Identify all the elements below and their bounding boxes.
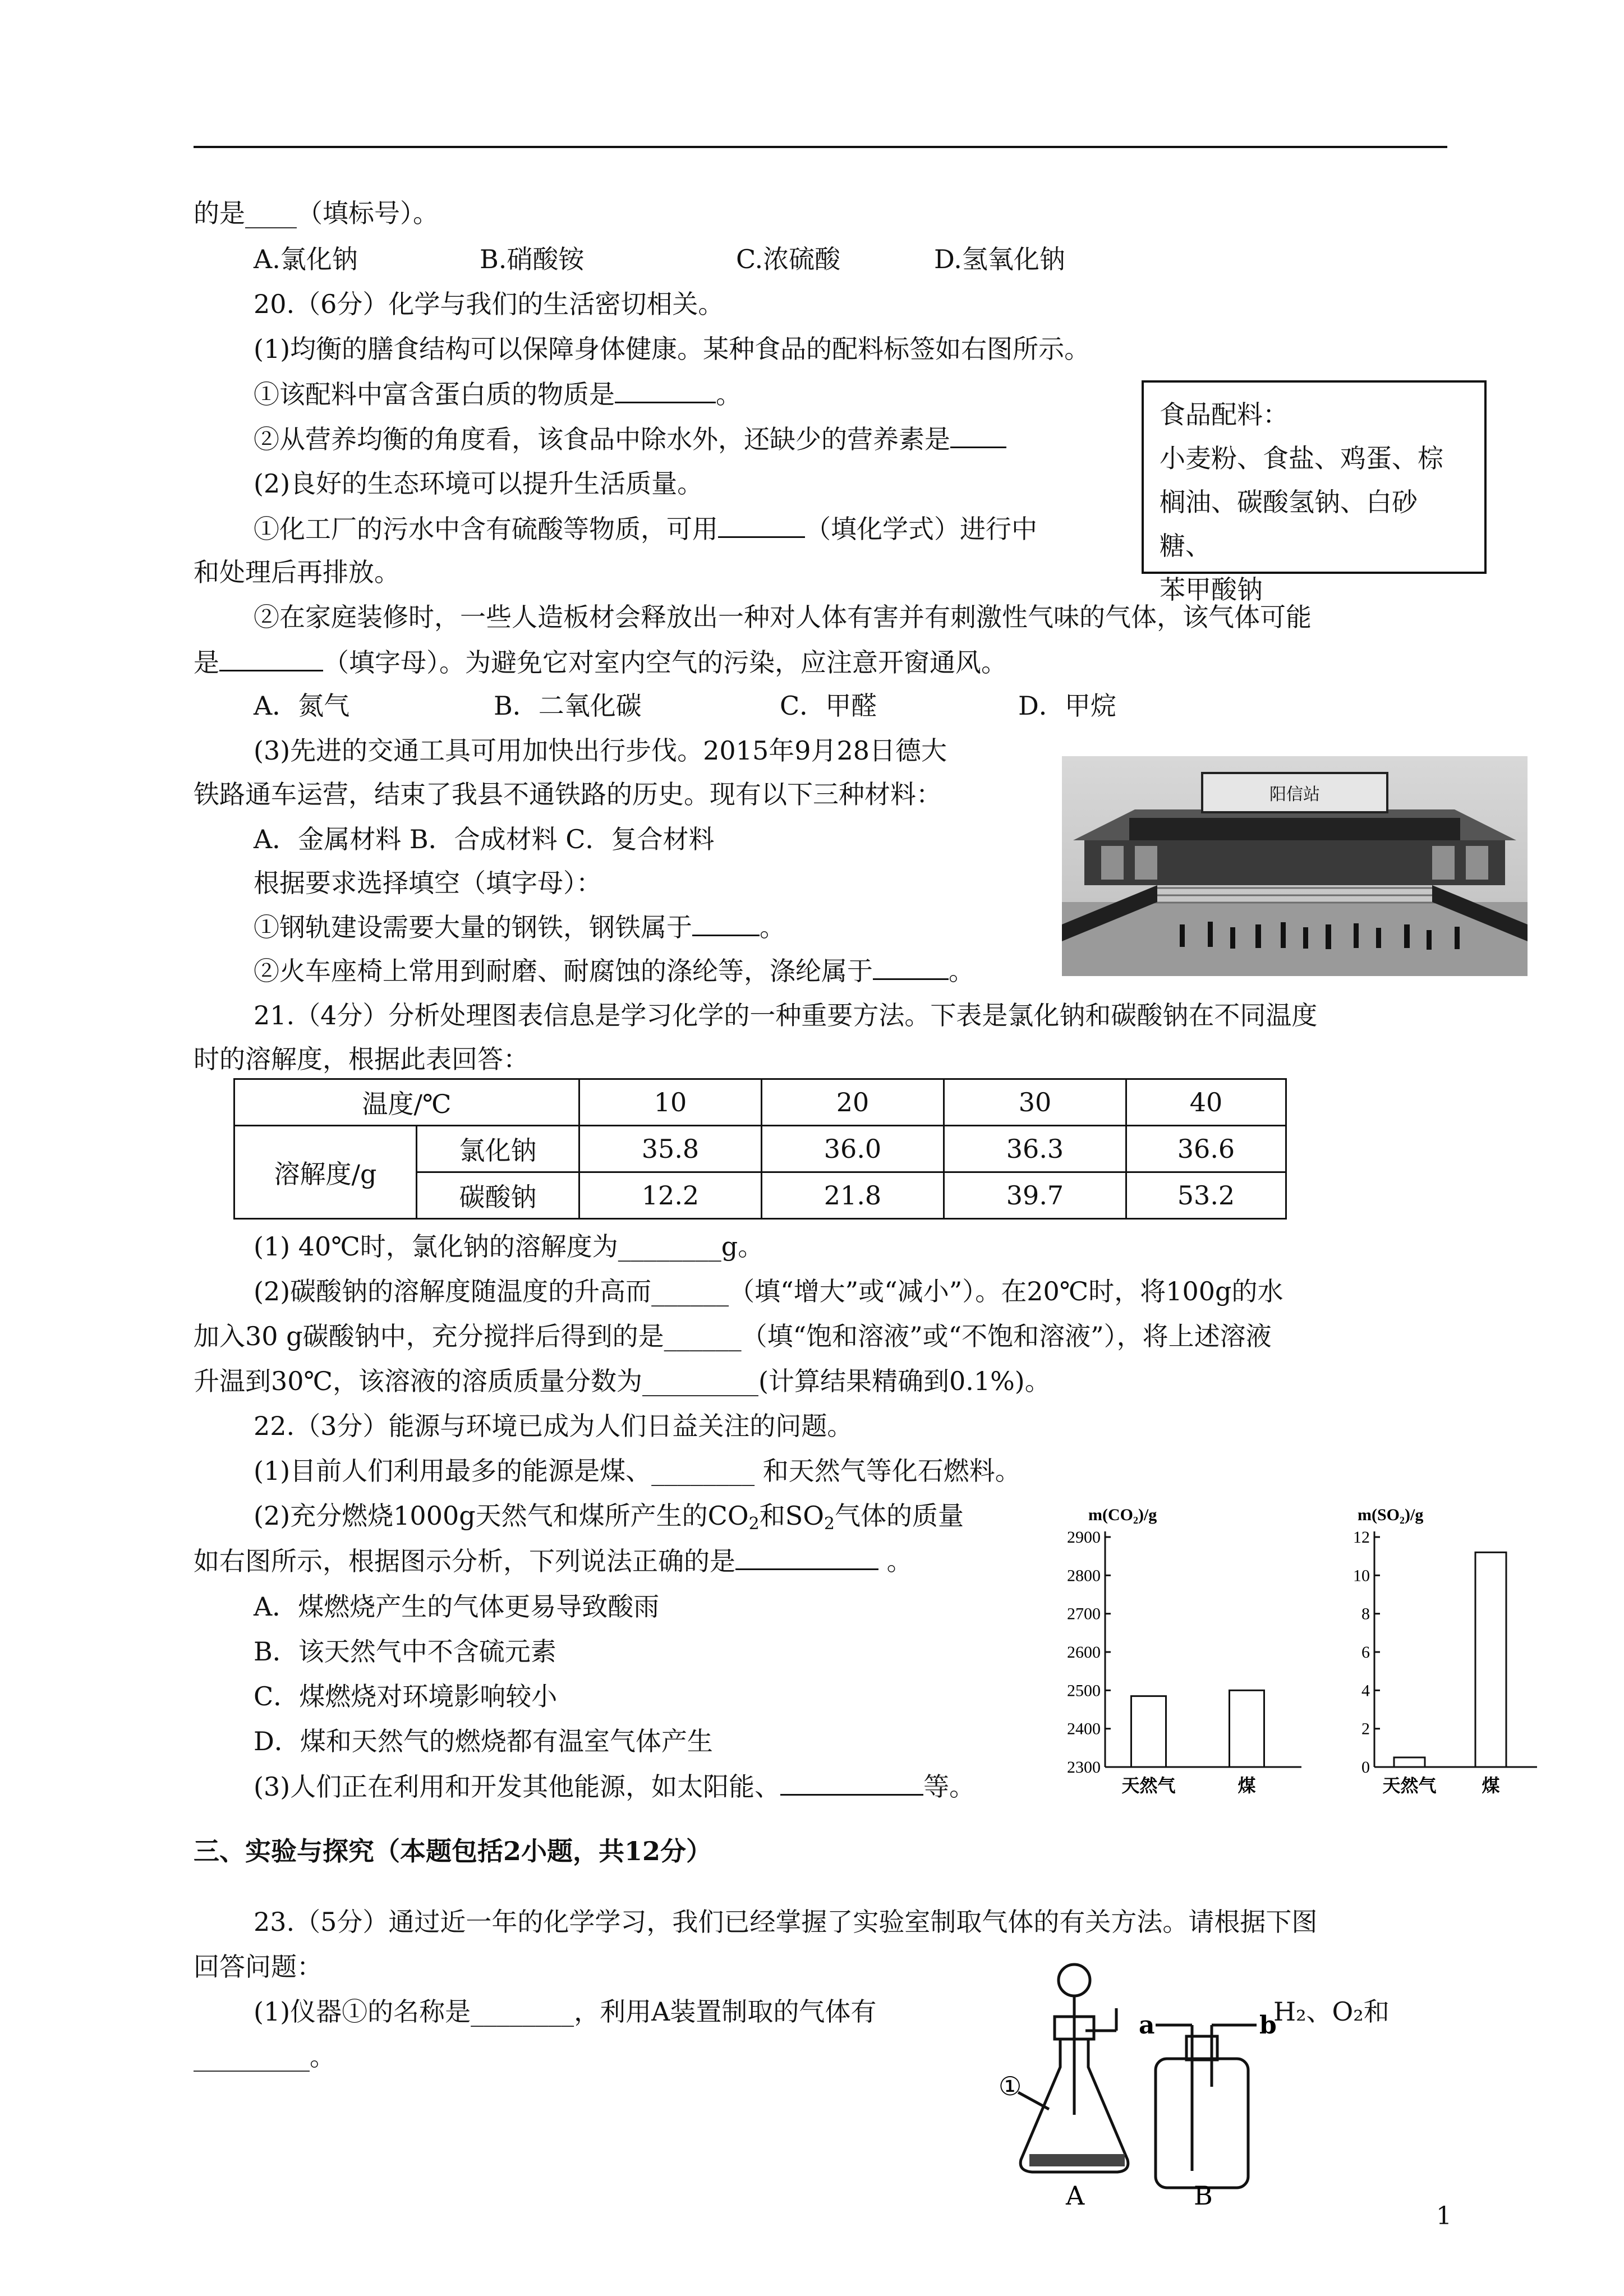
- q20-part3: (3)先进的交通工具可用加快出行步伐。2015年9月28日德大: [254, 735, 947, 766]
- page-number: 1: [1436, 2202, 1452, 2230]
- ingredient-line: 苯甲酸钠: [1160, 574, 1263, 605]
- q20-2b-cont: [194, 645, 1007, 679]
- ingredient-line: 榈油、碳酸氢钠、白砂糖、: [1160, 487, 1418, 561]
- table-header-cell: 30: [944, 1079, 1126, 1126]
- y-tick-label: 2400: [1067, 1719, 1101, 1738]
- q20-2b-option-d: D．甲烷: [1018, 691, 1116, 721]
- q20-3b-text: ②火车座椅上常用到耐磨、耐腐蚀的涤纶等，涤纶属于: [254, 956, 873, 986]
- solubility-table: [233, 1078, 1287, 1220]
- ingredient-label-box: [1142, 380, 1487, 605]
- table-row-label: 氯化钠: [417, 1126, 579, 1172]
- table-header-cell: 40: [1126, 1079, 1286, 1126]
- q22-2b-text: 如右图所示，根据图示分析，下列说法正确的是: [194, 1546, 735, 1576]
- header-rule: [194, 146, 1447, 148]
- table-cell: 39.7: [944, 1172, 1126, 1219]
- y-tick-label: 10: [1353, 1566, 1370, 1585]
- q22-2-text: (2)充分燃烧1000g天然气和煤所产生的CO: [254, 1501, 749, 1531]
- q20-2b-pre: 是: [194, 647, 219, 678]
- table-row-label: 碳酸钠: [417, 1172, 579, 1219]
- answer-blank[interactable]: [780, 1769, 923, 1796]
- q23-title: 23.（5分）通过近一年的化学学习，我们已经掌握了实验室制取气体的有关方法。请根据下图: [254, 1907, 1318, 1937]
- q20-1a-post: 。: [716, 379, 742, 409]
- q22-1: (1)目前人们利用最多的能源是煤、________ 和天然气等化石燃料。: [254, 1456, 1021, 1486]
- y-tick-label: 2500: [1067, 1681, 1101, 1700]
- q20-2b-post: （填字母）。为避免它对室内空气的污染，应注意开窗通风。: [323, 647, 1007, 678]
- q21-title: 21.（4分）分析处理图表信息是学习化学的一种重要方法。下表是氯化钠和碳酸钠在不同温度: [254, 1000, 1318, 1030]
- apparatus-label-A: A: [1066, 2180, 1085, 2210]
- q19-tail: 的是____（填标号）。: [194, 198, 439, 228]
- q20-3b-post: 。: [949, 956, 974, 986]
- q23-1: (1)仪器①的名称是________，利用A装置制取的气体有: [254, 1996, 877, 2027]
- apparatus-label-B: B: [1194, 2180, 1213, 2210]
- q22-2-mid: 和SO: [759, 1501, 824, 1531]
- q20-part2: (2)良好的生态环境可以提升生活质量。: [254, 468, 703, 499]
- table-header-cell: 10: [579, 1079, 762, 1126]
- y-tick-label: 2700: [1067, 1604, 1101, 1623]
- y-tick-label: 6: [1361, 1643, 1370, 1662]
- answer-blank[interactable]: [219, 645, 323, 671]
- y-tick-label: 2600: [1067, 1643, 1101, 1662]
- q20-1a: [254, 377, 742, 411]
- q22-3: [254, 1769, 975, 1803]
- y-tick-label: 2900: [1067, 1528, 1101, 1547]
- q20-3b: [254, 954, 974, 988]
- y-axis-label: m(CO₂)/g: [1088, 1506, 1157, 1524]
- table-cell: 36.0: [762, 1126, 944, 1172]
- table-group-label: 溶解度/g: [234, 1126, 417, 1219]
- co2-bar-chart: [1043, 1503, 1313, 1806]
- answer-blank[interactable]: [692, 910, 760, 936]
- table-cell: 53.2: [1126, 1172, 1286, 1219]
- answer-blank[interactable]: [615, 377, 716, 403]
- q20-part3-cont: 铁路通车运营，结束了我县不通铁路的历史。现有以下三种材料：: [194, 779, 942, 809]
- q21-1: (1) 40℃时，氯化钠的溶解度为________g。: [254, 1231, 764, 1262]
- q22-3-text: (3)人们正在利用和开发其他能源，如太阳能、: [254, 1772, 781, 1802]
- bar: [1475, 1552, 1506, 1767]
- answer-blank[interactable]: [718, 512, 805, 538]
- q19-option-a: A.氯化钠: [254, 244, 358, 274]
- table-cell: 21.8: [762, 1172, 944, 1219]
- apparatus-mark-1: ①: [999, 2071, 1022, 2101]
- answer-blank[interactable]: [873, 954, 949, 980]
- station-sign: 阳信站: [1269, 785, 1320, 804]
- y-tick-label: 4: [1361, 1681, 1370, 1700]
- y-tick-label: 12: [1353, 1528, 1370, 1547]
- y-tick-label: 2: [1361, 1719, 1370, 1738]
- q23-1-right: H₂、O₂和: [1273, 1996, 1390, 2027]
- q20-2b-option-b: B．二氧化碳: [494, 691, 642, 721]
- apparatus-figure: [970, 1958, 1285, 2210]
- x-tick-label: 天然气: [1382, 1775, 1437, 1796]
- q22-2b-post: 。: [886, 1546, 913, 1576]
- q20-2b: ②在家庭装修时，一些人造板材会释放出一种对人体有害并有刺激性气味的气体，该气体可能: [254, 602, 1312, 632]
- q20-1b-text: ②从营养均衡的角度看，该食品中除水外，还缺少的营养素是: [254, 424, 950, 454]
- q20-part1: (1)均衡的膳食结构可以保障身体健康。某种食品的配料标签如右图所示。: [254, 334, 1091, 364]
- q22-2-post: 气体的质量: [835, 1501, 964, 1531]
- q22-option-a: A．煤燃烧产生的气体更易导致酸雨: [254, 1591, 660, 1622]
- x-tick-label: 煤: [1237, 1775, 1256, 1796]
- y-tick-label: 8: [1361, 1604, 1370, 1623]
- apparatus-label-a: a: [1139, 2011, 1155, 2040]
- apparatus-label-b: b: [1259, 2011, 1277, 2040]
- q20-1b: [254, 422, 1006, 456]
- q19-option-c: C.浓硫酸: [736, 244, 841, 274]
- q22-option-c: C．煤燃烧对环境影响较小: [254, 1681, 558, 1711]
- q22-option-d: D．煤和天然气的燃烧都有温室气体产生: [254, 1726, 713, 1756]
- q20-3a-post: 。: [760, 912, 785, 942]
- x-tick-label: 天然气: [1121, 1775, 1176, 1796]
- table-header-cell: 20: [762, 1079, 944, 1126]
- table-cell: 36.6: [1126, 1126, 1286, 1172]
- answer-blank[interactable]: [950, 422, 1006, 448]
- q20-1a-text: ①该配料中富含蛋白质的物质是: [254, 379, 615, 409]
- table-cell: 12.2: [579, 1172, 762, 1219]
- q22-option-b: B．该天然气中不含硫元素: [254, 1636, 556, 1667]
- q19-option-d: D.氢氧化钠: [934, 244, 1065, 274]
- q21-2-cont: 加入30 g碳酸钠中，充分搅拌后得到的是______（填“饱和溶液”或“不饱和溶液”），将上述溶液: [194, 1321, 1272, 1351]
- q22-2-cont: [194, 1544, 913, 1578]
- section-3-title: 三、实验与探究（本题包括2小题，共12分）: [194, 1836, 712, 1866]
- q22-2: (2)充分燃烧1000g天然气和煤所产生的$CO_2$和$SO_2$气体的质量: [254, 1501, 964, 1534]
- ingredient-line: 小麦粉、食盐、鸡蛋、棕: [1160, 443, 1443, 473]
- so2-bar-chart: [1335, 1503, 1548, 1806]
- q23-1-cont: _________。: [194, 2041, 335, 2072]
- q22-title: 22.（3分）能源与环境已成为人们日益关注的问题。: [254, 1411, 853, 1441]
- answer-blank[interactable]: [735, 1544, 878, 1570]
- q20-instruction: 根据要求选择填空（填字母）：: [254, 868, 602, 898]
- y-tick-label: 0: [1361, 1758, 1370, 1777]
- x-tick-label: 煤: [1482, 1775, 1500, 1796]
- q20-materials: A．金属材料 B．合成材料 C．复合材料: [254, 824, 715, 854]
- table-header-label: 温度/℃: [234, 1079, 579, 1126]
- table-cell: 36.3: [944, 1126, 1126, 1172]
- q20-2b-option-a: A．氮气: [254, 691, 350, 721]
- bar: [1394, 1757, 1425, 1767]
- y-tick-label: 2300: [1067, 1758, 1101, 1777]
- q20-3a: [254, 910, 785, 944]
- y-tick-label: 2800: [1067, 1566, 1101, 1585]
- q20-3a-text: ①钢轨建设需要大量的钢铁，钢铁属于: [254, 912, 692, 942]
- q21-2-cont2: 升温到30℃，该溶液的溶质质量分数为_________(计算结果精确到0.1%)。: [194, 1366, 1051, 1396]
- ingredient-title: 食品配料：: [1160, 399, 1289, 430]
- bar: [1131, 1696, 1166, 1767]
- q21-title-cont: 时的溶解度，根据此表回答：: [194, 1044, 529, 1074]
- q20-2a-cont: 和处理后再排放。: [194, 557, 400, 587]
- q20-2b-option-c: C．甲醛: [780, 691, 877, 721]
- q20-title: 20.（6分）化学与我们的生活密切相关。: [254, 289, 724, 319]
- table-cell: 35.8: [579, 1126, 762, 1172]
- bar: [1230, 1690, 1264, 1767]
- y-axis-label: m(SO₂)/g: [1358, 1506, 1424, 1524]
- q20-2a-post: （填化学式）进行中: [805, 514, 1037, 544]
- q19-option-b: B.硝酸铵: [480, 244, 585, 274]
- q23-title-cont: 回答问题：: [194, 1952, 323, 1982]
- q20-2a-text: ①化工厂的污水中含有硫酸等物质，可用: [254, 514, 718, 544]
- q22-3-post: 等。: [923, 1772, 976, 1802]
- q21-2: (2)碳酸钠的溶解度随温度的升高而______（填“增大”或“减小”）。在20℃时，将100g的水: [254, 1276, 1283, 1306]
- q20-2a: [254, 512, 1037, 546]
- station-photo: [1062, 756, 1528, 976]
